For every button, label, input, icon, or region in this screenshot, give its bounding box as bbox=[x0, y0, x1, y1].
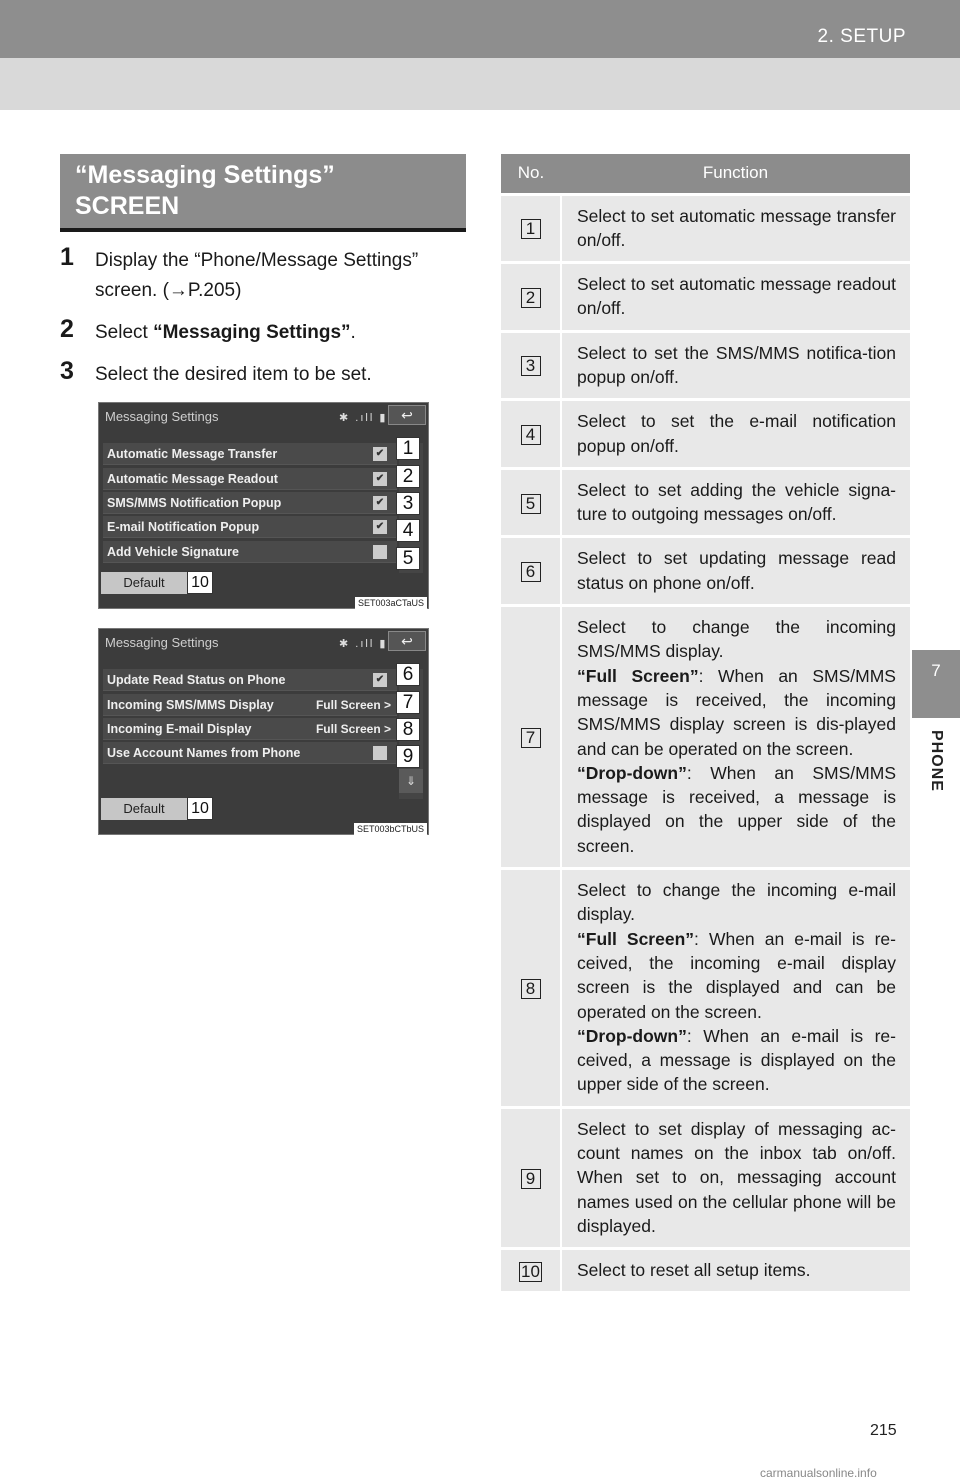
function-table bbox=[501, 154, 910, 1291]
screen-title: Messaging Settings bbox=[105, 635, 219, 650]
setting-row-vehicle-signature[interactable] bbox=[103, 541, 397, 563]
section-title: 2. SETUP bbox=[817, 26, 906, 47]
table-row bbox=[501, 331, 910, 400]
function-text: Select to set automatic message transfer on/off. bbox=[561, 194, 910, 263]
checkbox-checked-icon[interactable]: ✔ bbox=[373, 673, 387, 687]
setting-row-auto-readout[interactable] bbox=[103, 468, 397, 490]
steps-list bbox=[60, 243, 470, 402]
setting-row-email-popup[interactable] bbox=[103, 516, 397, 538]
setting-label: Update Read Status on Phone bbox=[107, 673, 286, 687]
setting-row-account-names[interactable] bbox=[103, 742, 397, 764]
status-icons: ✱ .ıll ▮ bbox=[339, 412, 388, 424]
header-bar bbox=[0, 0, 960, 58]
back-icon[interactable]: ↩ bbox=[388, 405, 426, 425]
callout-number: 8 bbox=[521, 979, 541, 999]
table-row bbox=[501, 400, 910, 469]
figure-code: SET003bCTbUS bbox=[354, 823, 427, 835]
setting-label: E-mail Notification Popup bbox=[107, 520, 260, 534]
step-number: 2 bbox=[60, 315, 74, 343]
header-band bbox=[0, 58, 960, 110]
table-row bbox=[501, 869, 910, 1108]
setting-row-update-read-status[interactable] bbox=[103, 669, 397, 691]
function-text bbox=[561, 606, 910, 869]
callout-number: 6 bbox=[521, 562, 541, 582]
checkbox-unchecked-icon[interactable] bbox=[373, 545, 387, 559]
page-number: 215 bbox=[870, 1422, 897, 1439]
checkbox-checked-icon[interactable]: ✔ bbox=[373, 472, 387, 486]
option-name: “Drop-down” bbox=[577, 1025, 687, 1046]
checkbox-checked-icon[interactable]: ✔ bbox=[373, 496, 387, 510]
callout-badge: 7 bbox=[396, 691, 420, 714]
callout-badge: 10 bbox=[187, 571, 213, 594]
section-heading bbox=[60, 154, 466, 232]
checkbox-checked-icon[interactable]: ✔ bbox=[373, 447, 387, 461]
default-button[interactable]: Default bbox=[101, 572, 187, 594]
callout-number: 1 bbox=[521, 219, 541, 239]
row-number-cell bbox=[501, 468, 561, 537]
step-number: 1 bbox=[60, 243, 74, 271]
callout-badge: 10 bbox=[187, 797, 213, 820]
option-name: “Drop-down” bbox=[577, 762, 687, 783]
setting-label: Automatic Message Transfer bbox=[107, 447, 278, 461]
setting-row-sms-display[interactable] bbox=[103, 694, 397, 716]
setting-label: Use Account Names from Phone bbox=[107, 746, 301, 760]
table-row bbox=[501, 1249, 910, 1292]
table-row bbox=[501, 194, 910, 263]
step-number: 3 bbox=[60, 357, 74, 385]
callout-badge: 4 bbox=[396, 519, 420, 542]
setting-row-auto-transfer[interactable] bbox=[103, 443, 397, 465]
step-text-bold: “Messaging Settings” bbox=[153, 322, 351, 343]
row-number-cell bbox=[501, 400, 561, 469]
row-number-cell bbox=[501, 194, 561, 263]
callout-badge: 5 bbox=[396, 547, 420, 570]
messaging-settings-screenshot-2 bbox=[98, 628, 429, 835]
row-number-cell bbox=[501, 606, 561, 869]
step-2 bbox=[60, 315, 470, 348]
chapter-label: PHONE bbox=[928, 730, 945, 792]
function-text: Select to set the e-mail notification popup on/off. bbox=[561, 400, 910, 469]
function-intro: Select to change the incoming SMS/MMS display. bbox=[577, 617, 896, 662]
function-option bbox=[577, 927, 896, 1024]
function-text: Select to set the SMS/MMS notifica-tion popup on/off. bbox=[561, 331, 910, 400]
table-row bbox=[501, 1107, 910, 1248]
screen-title: Messaging Settings bbox=[105, 409, 219, 424]
callout-number: 5 bbox=[521, 494, 541, 514]
setting-label: SMS/MMS Notification Popup bbox=[107, 496, 282, 510]
chapter-tab: 7 bbox=[912, 650, 960, 718]
function-text: Select to set adding the vehicle signa-ture to outgoing messages on/off. bbox=[561, 468, 910, 537]
callout-badge: 9 bbox=[396, 745, 420, 768]
option-name: “Full Screen” bbox=[577, 665, 699, 686]
step-text: Display the “Phone/Message Settings” screen. (→P.205) bbox=[95, 250, 419, 301]
row-number-cell bbox=[501, 869, 561, 1108]
step-3 bbox=[60, 357, 470, 390]
option-desc: : When an SMS/MMS message is received, a message is displayed on the upper side of the screen. bbox=[577, 762, 896, 856]
back-icon[interactable]: ↩ bbox=[388, 631, 426, 651]
messaging-settings-screenshot-1 bbox=[98, 402, 429, 609]
option-name: “Full Screen” bbox=[577, 928, 695, 949]
setting-label: Incoming SMS/MMS Display bbox=[107, 698, 274, 712]
setting-value: Full Screen > bbox=[315, 722, 391, 736]
function-text bbox=[561, 869, 910, 1108]
watermark: carmanualsonline.info bbox=[760, 1466, 877, 1480]
callout-number: 9 bbox=[521, 1169, 541, 1189]
callout-number: 2 bbox=[521, 288, 541, 308]
option-desc: : When an e-mail is re-ceived, a message is displayed on the upper side of the screen. bbox=[577, 1025, 896, 1095]
callout-number: 7 bbox=[521, 728, 541, 748]
step-text-post: . bbox=[350, 322, 356, 343]
row-number-cell bbox=[501, 1107, 561, 1248]
checkbox-checked-icon[interactable]: ✔ bbox=[373, 520, 387, 534]
step-text-pre: Select bbox=[95, 322, 154, 343]
callout-badge: 6 bbox=[396, 663, 420, 686]
callout-number: 10 bbox=[521, 1261, 540, 1281]
option-desc: : When an SMS/MMS message is received, the incoming SMS/MMS display screen is dis-played and can be operated on the screen. bbox=[577, 665, 896, 759]
step-text: Select the desired item to be set. bbox=[95, 364, 372, 385]
figure-code: SET003aCTaUS bbox=[355, 597, 427, 609]
setting-value: Full Screen > bbox=[315, 698, 391, 712]
setting-label: Incoming E-mail Display bbox=[107, 722, 252, 736]
function-option bbox=[577, 664, 896, 761]
function-text: Select to set display of messaging ac-count names on the inbox tab on/off. When set to on, messaging account names used on the cellular phone will be displayed. bbox=[561, 1107, 910, 1248]
section-heading-line1: “Messaging Settings” bbox=[75, 161, 335, 189]
table-row bbox=[501, 606, 910, 869]
callout-badge: 1 bbox=[396, 437, 420, 460]
scroll-down-icon[interactable]: ⇓ bbox=[399, 769, 423, 793]
step-1 bbox=[60, 243, 470, 306]
function-intro: Select to change the incoming e-mail display. bbox=[577, 880, 896, 925]
callout-number: 3 bbox=[521, 356, 541, 376]
setting-row-email-display[interactable] bbox=[103, 718, 397, 740]
function-text: Select to set updating message read status on phone on/off. bbox=[561, 537, 910, 606]
callout-badge: 8 bbox=[396, 718, 420, 741]
default-button[interactable]: Default bbox=[101, 798, 187, 820]
function-option bbox=[577, 1024, 896, 1097]
function-text: Select to set automatic message readout on/off. bbox=[561, 263, 910, 332]
option-desc: : When an e-mail is re-ceived, the incoming e-mail display screen is the displayed and can be operated on the screen. bbox=[577, 928, 896, 1022]
row-number-cell bbox=[501, 263, 561, 332]
section-heading-line2: SCREEN bbox=[75, 192, 180, 220]
setting-label: Add Vehicle Signature bbox=[107, 545, 239, 559]
function-text: Select to reset all setup items. bbox=[561, 1249, 910, 1292]
checkbox-unchecked-icon[interactable] bbox=[373, 746, 387, 760]
status-icons: ✱ .ıll ▮ bbox=[339, 638, 388, 650]
table-row bbox=[501, 468, 910, 537]
setting-label: Automatic Message Readout bbox=[107, 472, 278, 486]
callout-badge: 2 bbox=[396, 465, 420, 488]
callout-number: 4 bbox=[521, 425, 541, 445]
callout-badge: 3 bbox=[396, 492, 420, 515]
row-number-cell bbox=[501, 331, 561, 400]
row-number-cell bbox=[501, 537, 561, 606]
row-number-cell bbox=[501, 1249, 561, 1292]
column-header-function: Function bbox=[561, 154, 910, 194]
column-header-no: No. bbox=[501, 154, 561, 194]
setting-row-sms-popup[interactable] bbox=[103, 492, 397, 514]
function-option bbox=[577, 761, 896, 858]
table-row bbox=[501, 263, 910, 332]
table-row bbox=[501, 537, 910, 606]
